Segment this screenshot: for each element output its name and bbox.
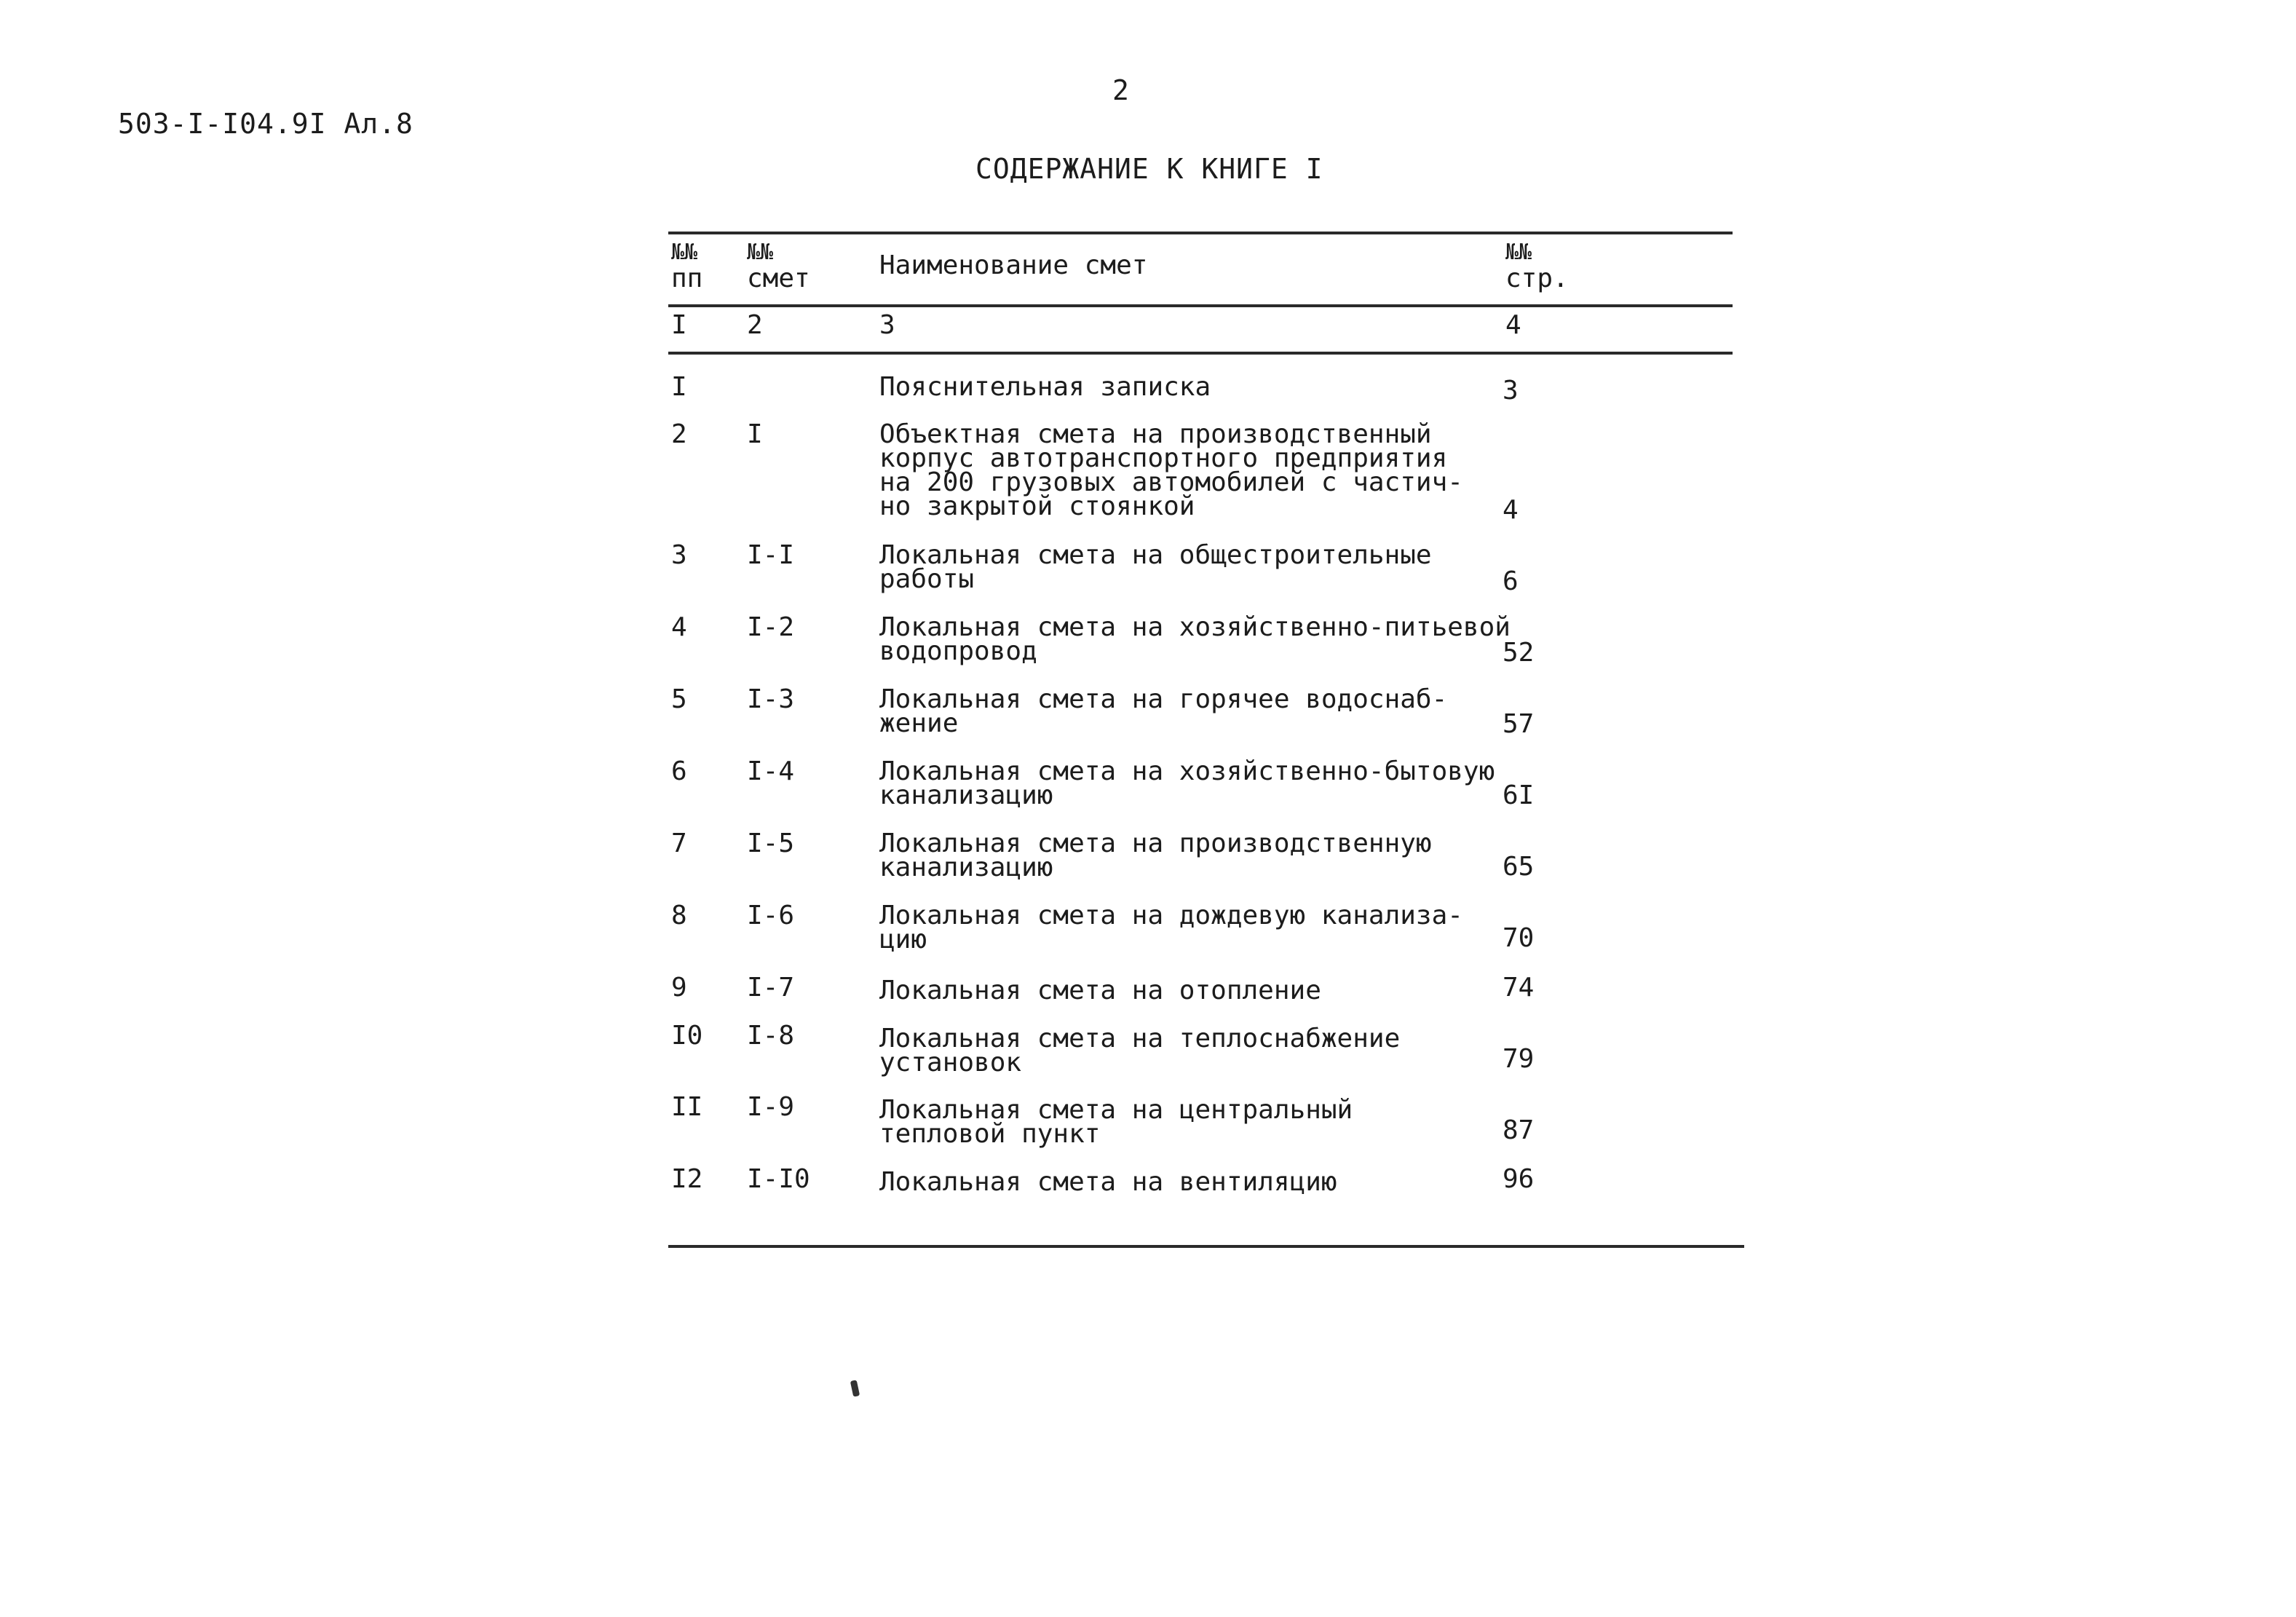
row-estimate-name: Локальная смета на горячее водоснаб- жение xyxy=(879,684,1448,738)
row-number: 7 xyxy=(671,829,687,858)
row-number: 5 xyxy=(671,684,687,714)
column-numbers-rule xyxy=(668,352,1733,355)
row-number: II xyxy=(671,1092,703,1122)
row-page: 74 xyxy=(1503,973,1535,1003)
column-number-3: 3 xyxy=(879,310,895,340)
row-estimate-code: I-6 xyxy=(747,901,795,930)
row-estimate-name: Локальная смета на центральный тепловой пункт xyxy=(879,1095,1353,1149)
row-estimate-code: I-9 xyxy=(747,1092,795,1122)
row-number: I0 xyxy=(671,1021,703,1051)
column-header-estimate-name: Наименование смет xyxy=(879,250,1148,280)
row-page: 6 xyxy=(1503,566,1519,596)
row-estimate-code: I-I0 xyxy=(747,1164,810,1194)
row-estimate-code: I-3 xyxy=(747,684,795,714)
row-estimate-name: Локальная смета на отопление xyxy=(879,976,1321,1005)
page-number: 2 xyxy=(1112,74,1129,106)
stray-ink-mark xyxy=(850,1380,860,1396)
header-rule xyxy=(668,304,1733,307)
row-page: 52 xyxy=(1503,638,1535,668)
table-top-rule xyxy=(668,232,1733,234)
row-estimate-code: I-8 xyxy=(747,1021,795,1051)
row-estimate-name: Локальная смета на хозяйственно-питьевой водопровод xyxy=(879,612,1511,666)
row-estimate-name: Локальная смета на дождевую канализа- цию xyxy=(879,901,1463,954)
row-number: 4 xyxy=(671,612,687,642)
row-page: 70 xyxy=(1503,923,1535,953)
row-page: 57 xyxy=(1503,709,1535,739)
table-bottom-rule xyxy=(668,1245,1744,1248)
row-estimate-name: Пояснительная записка xyxy=(879,372,1211,402)
row-estimate-code: I-5 xyxy=(747,829,795,858)
column-number-2: 2 xyxy=(747,310,763,340)
row-estimate-name: Локальная смета на теплоснабжение установок xyxy=(879,1024,1401,1078)
row-estimate-name: Локальная смета на общестроительные работы xyxy=(879,540,1432,594)
column-number-1: I xyxy=(671,310,687,340)
row-number: I xyxy=(671,372,687,402)
row-page: 3 xyxy=(1503,376,1519,406)
row-page: 96 xyxy=(1503,1164,1535,1194)
row-page: 65 xyxy=(1503,852,1535,882)
row-number: I2 xyxy=(671,1164,703,1194)
row-estimate-name: Объектная смета на производственный корпус автотранспортного предприятия на 200 грузовых автомобилей с частич- но закрытой стоянкой xyxy=(879,419,1463,521)
row-estimate-name: Локальная смета на производственную канализацию xyxy=(879,829,1432,882)
row-estimate-code: I-7 xyxy=(747,973,795,1003)
row-number: 8 xyxy=(671,901,687,930)
row-estimate-code: I-2 xyxy=(747,612,795,642)
row-estimate-name: Локальная смета на вентиляцию xyxy=(879,1167,1337,1197)
row-number: 3 xyxy=(671,540,687,570)
row-estimate-code: I-4 xyxy=(747,756,795,786)
row-estimate-name: Локальная смета на хозяйственно-бытовую канализацию xyxy=(879,756,1495,810)
row-number: 9 xyxy=(671,973,687,1003)
row-page: 79 xyxy=(1503,1044,1535,1074)
row-page: 87 xyxy=(1503,1115,1535,1145)
row-estimate-code: I xyxy=(747,419,763,449)
document-code: 503-I-I04.9I Ал.8 xyxy=(118,108,413,140)
column-number-4: 4 xyxy=(1505,310,1521,340)
row-estimate-code: I-I xyxy=(747,540,795,570)
row-number: 6 xyxy=(671,756,687,786)
row-page: 6I xyxy=(1503,780,1535,810)
row-page: 4 xyxy=(1503,495,1519,525)
page-title: СОДЕРЖАНИЕ К КНИГЕ I xyxy=(975,153,1323,185)
row-number: 2 xyxy=(671,419,687,449)
